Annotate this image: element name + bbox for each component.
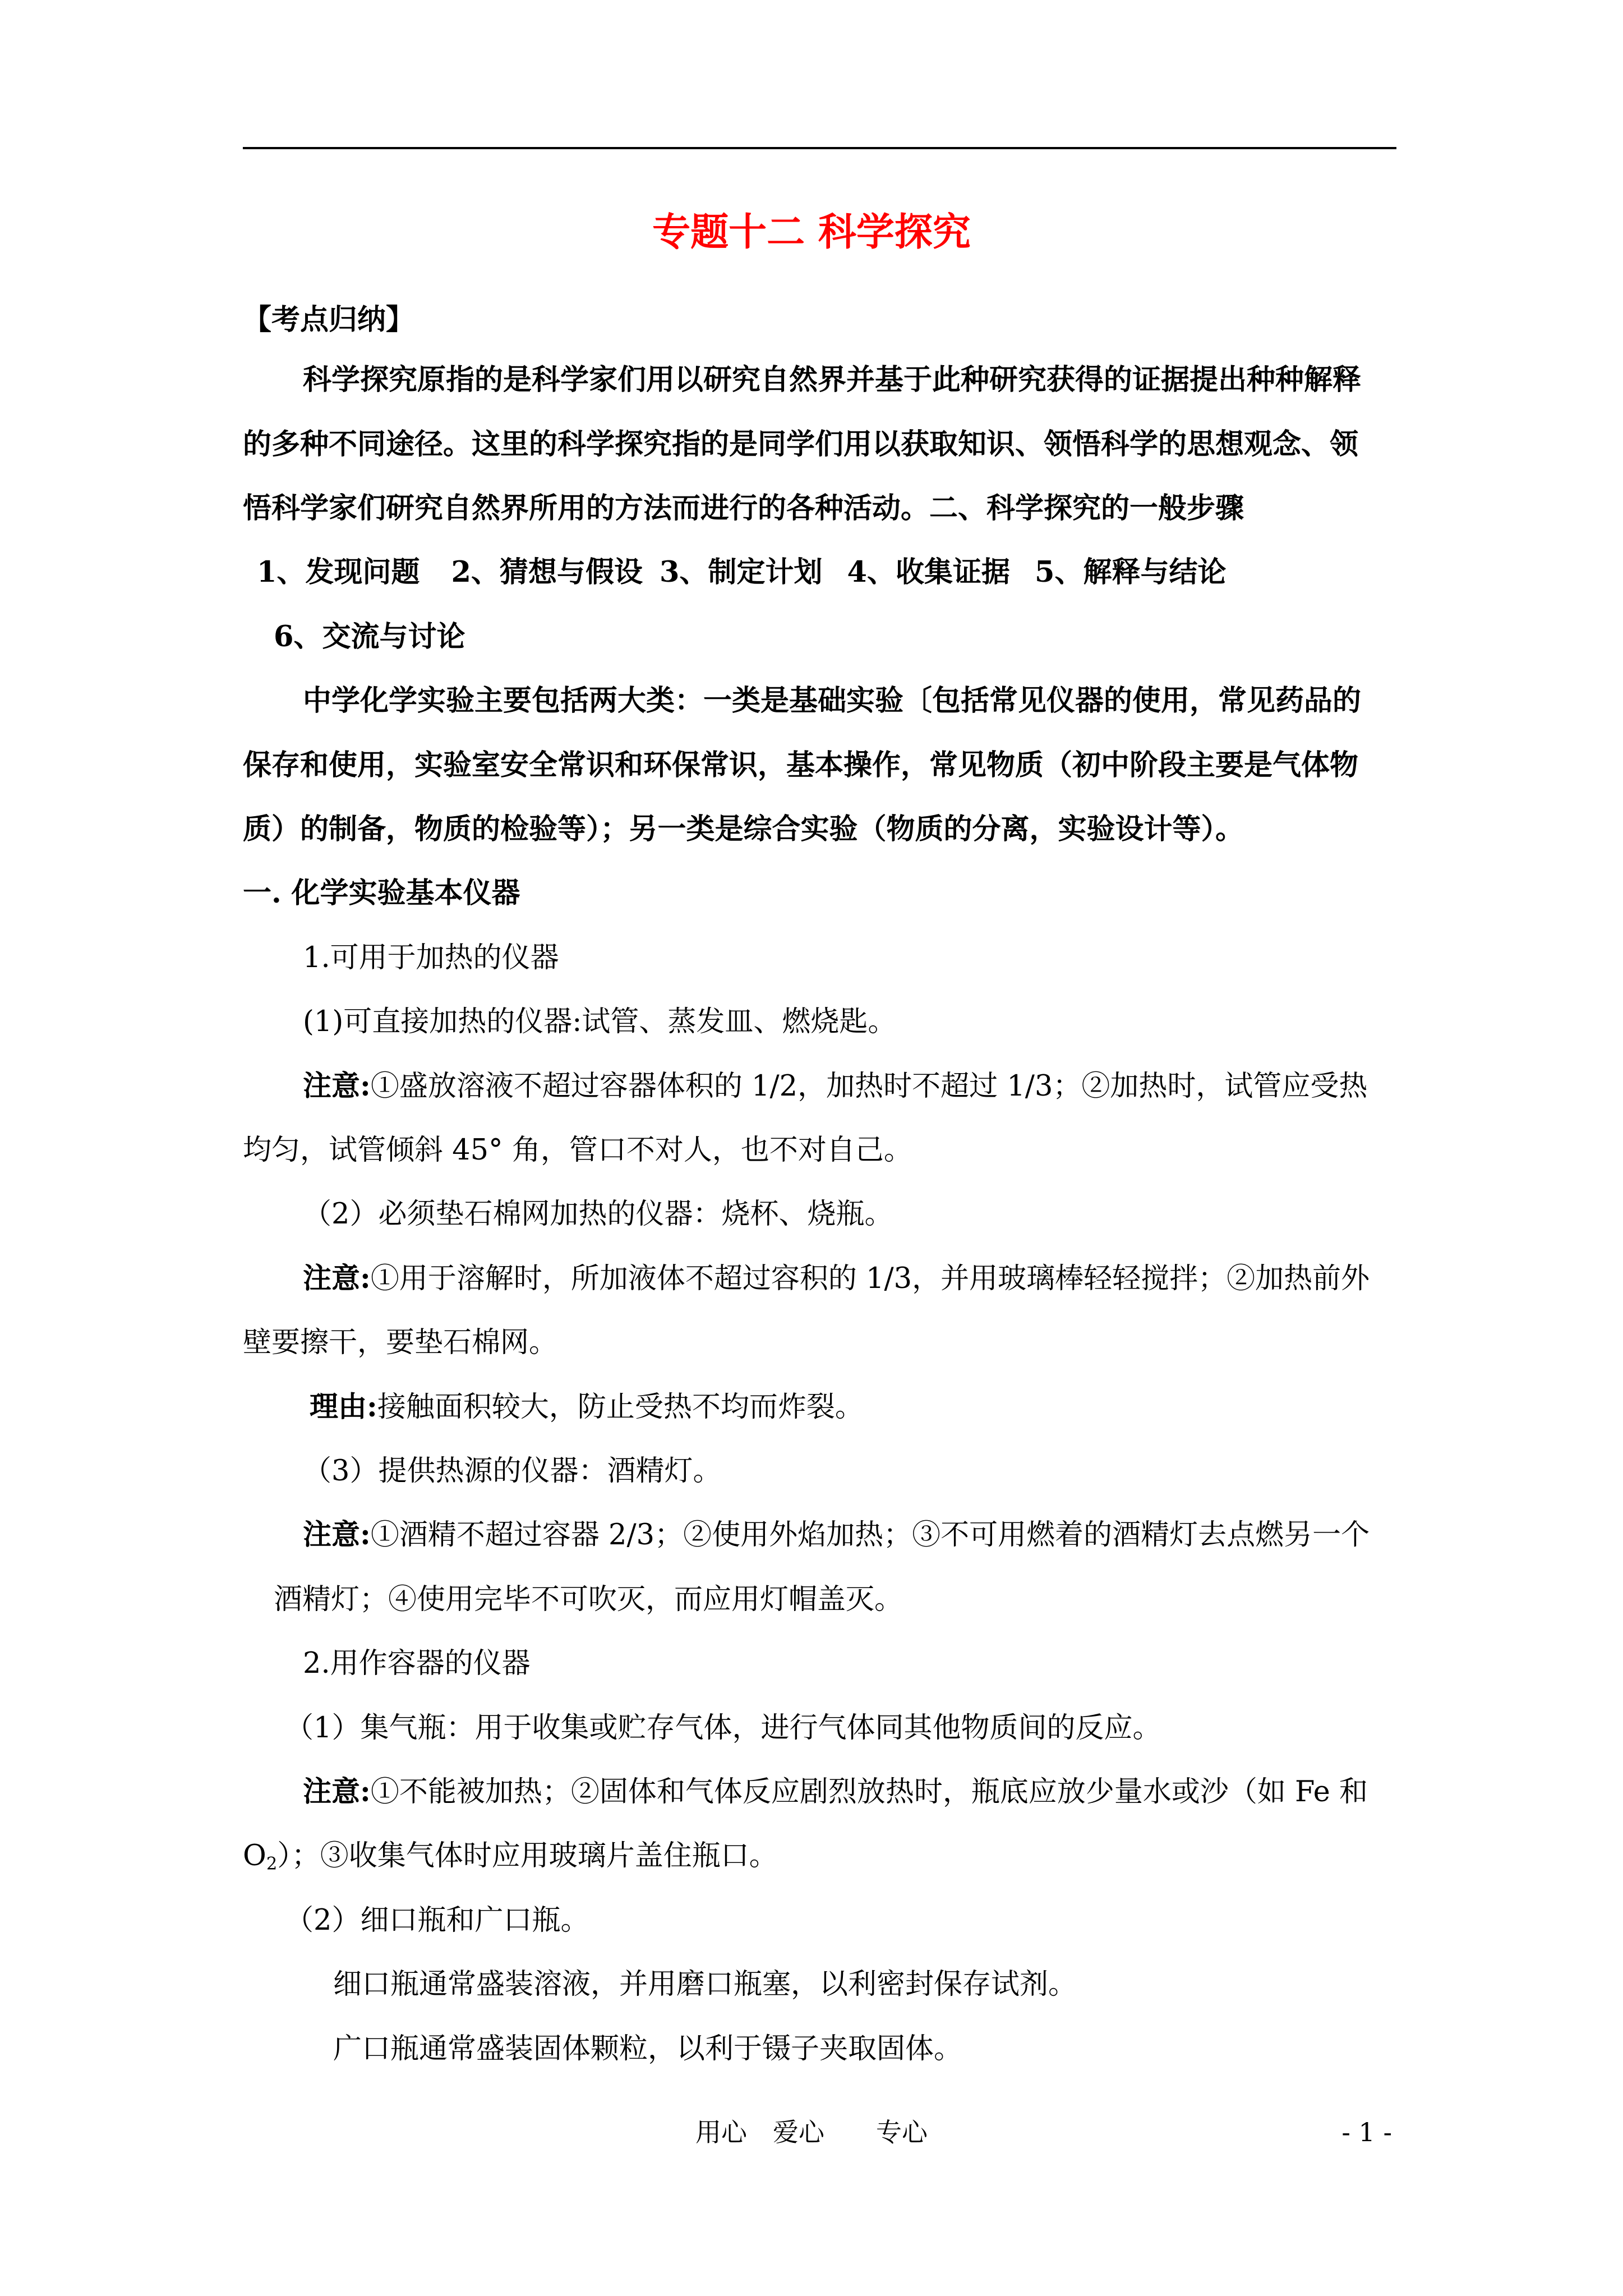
note-4-line-1: 注意:①不能被加热；②固体和气体反应剧烈放热时，瓶底应放少量水或沙（如 Fe 和 bbox=[303, 1775, 1368, 1809]
step-4: 4、收集证据 bbox=[847, 555, 1010, 589]
note-label: 注意: bbox=[303, 1069, 371, 1103]
footer-motto: 用心 爱心 专心 bbox=[695, 2117, 928, 2147]
item-2: （2）必须垫石棉网加热的仪器：烧杯、烧瓶。 bbox=[303, 1198, 893, 1231]
note-3-line-2: 酒精灯；④使用完毕不可吹灭，而应用灯帽盖灭。 bbox=[274, 1583, 903, 1616]
item-4: （1）集气瓶：用于收集或贮存气体，进行气体同其他物质间的反应。 bbox=[285, 1711, 1161, 1745]
wide-bottle-text: 广口瓶通常盛装固体颗粒，以利于镊子夹取固体。 bbox=[333, 2032, 963, 2065]
note-label: 注意: bbox=[303, 1775, 371, 1809]
note-1-line-1: 注意:①盛放溶液不超过容器体积的 1/2，加热时不超过 1/3；②加热时，试管应受热 bbox=[303, 1069, 1368, 1103]
note-4-line-2: $O_2$）；③收集气体时应用玻璃片盖住瓶口。 bbox=[243, 1839, 778, 1874]
step-1: 1、发现问题 bbox=[257, 555, 420, 589]
narrow-bottle-text: 细口瓶通常盛装溶液，并用磨口瓶塞，以利密封保存试剂。 bbox=[333, 1968, 1077, 2001]
steps-line bbox=[257, 555, 1227, 589]
chem-intro-line-1: 中学化学实验主要包括两大类：一类是基础实验〔包括常见仪器的使用，常见药品的 bbox=[303, 684, 1362, 717]
page-number: - 1 - bbox=[1341, 2117, 1392, 2147]
chem-intro-line-2: 保存和使用，实验室安全常识和环保常识，基本操作，常见物质（初中阶段主要是气体物 bbox=[243, 748, 1359, 782]
reason-label: 理由: bbox=[310, 1390, 377, 1424]
intro-line-3: 悟科学家们研究自然界所用的方法而进行的各种活动。二、科学探究的一般步骤 bbox=[243, 491, 1244, 525]
page-title: 专题十二 科学探究 bbox=[652, 210, 971, 255]
note-2-line-1: 注意:①用于溶解时，所加液体不超过容积的 1/3，并用玻璃棒轻轻搅拌；②加热前外 bbox=[303, 1262, 1370, 1295]
note-2-line-2: 壁要擦干，要垫石棉网。 bbox=[243, 1326, 558, 1359]
item-5: （2）细口瓶和广口瓶。 bbox=[285, 1904, 589, 1937]
note-label: 注意: bbox=[303, 1262, 371, 1295]
step-3: 3、制定计划 bbox=[660, 555, 823, 589]
step-2: 2、猜想与假设 bbox=[451, 555, 643, 589]
subsection-2: 2.用作容器的仪器 bbox=[303, 1647, 531, 1680]
note-1-line-2: 均匀，试管倾斜 45° 角，管口不对人，也不对自己。 bbox=[243, 1134, 912, 1167]
note-label: 注意: bbox=[303, 1518, 371, 1552]
subsection-1: 1.可用于加热的仪器 bbox=[303, 941, 559, 974]
section-heading: 【考点归纳】 bbox=[243, 303, 415, 337]
item-3: （3）提供热源的仪器：酒精灯。 bbox=[303, 1455, 722, 1488]
reason-line: 理由:接触面积较大，防止受热不均而炸裂。 bbox=[310, 1390, 864, 1424]
item-1: (1)可直接加热的仪器:试管、蒸发皿、燃烧匙。 bbox=[303, 1005, 897, 1038]
step-6: 6、交流与讨论 bbox=[274, 620, 465, 654]
intro-line-1: 科学探究原指的是科学家们用以研究自然界并基于此种研究获得的证据提出种种解释 bbox=[303, 363, 1362, 397]
step-5: 5、解释与结论 bbox=[1035, 555, 1227, 589]
note-3-line-1: 注意:①酒精不超过容器 2/3；②使用外焰加热；③不可用燃着的酒精灯去点燃另一个 bbox=[303, 1518, 1370, 1552]
part1-heading: 一. 化学实验基本仪器 bbox=[243, 876, 520, 910]
chem-intro-line-3: 质）的制备，物质的检验等）；另一类是综合实验（物质的分离，实验设计等）。 bbox=[243, 812, 1244, 846]
header-rule bbox=[243, 147, 1396, 149]
intro-line-2: 的多种不同途径。这里的科学探究指的是同学们用以获取知识、领悟科学的思想观念、领 bbox=[243, 427, 1359, 461]
